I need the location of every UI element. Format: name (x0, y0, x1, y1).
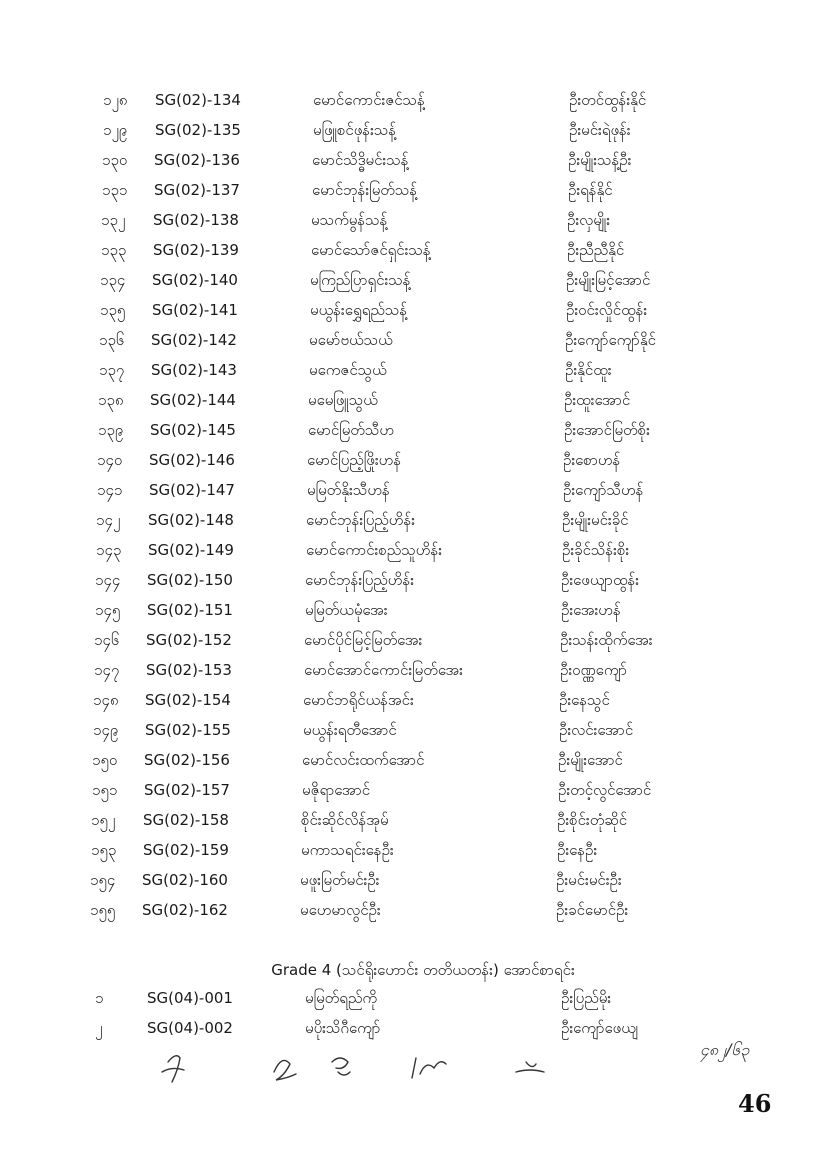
father-name: ဦးမင်းမင်းဦး (556, 871, 622, 889)
candidate-id: SG(02)-148 (148, 511, 234, 529)
candidate-id: SG(02)-160 (142, 871, 228, 889)
candidate-id: SG(02)-146 (149, 451, 235, 469)
candidate-name: မယွန်းရွှေရည်သန့် (310, 301, 408, 319)
candidate-id: SG(02)-139 (153, 241, 239, 259)
candidate-name: မဟေမာလွင်ဦး (300, 901, 381, 919)
row-number: ၁ (95, 989, 104, 1007)
candidate-name: မောင်ပိုင်မြင့်မြတ်အေး (304, 631, 423, 649)
row-number: ၁၅၂ (91, 811, 116, 829)
initial-mark (516, 1062, 544, 1072)
row-number: ၁၄၁ (97, 481, 123, 499)
row-number: ၁၅၄ (90, 871, 116, 889)
handwritten-note: ၄၈၂/၆၃ (700, 1040, 750, 1059)
row-number: ၁၄၇ (94, 661, 120, 679)
row-number: ၁၃၃ (101, 241, 127, 259)
row-number: ၁၅၃ (91, 841, 117, 859)
candidate-name: မပိုးသိဂီကျော် (305, 1019, 381, 1037)
father-name: ဦးနေသွင် (559, 691, 610, 709)
candidate-name: မောင်ကောင်းဇင်သန့် (313, 91, 425, 109)
row-number: ၁၅၀ (92, 751, 118, 769)
father-name: ဦးထူးအောင် (564, 391, 631, 409)
row-number: ၁၃၆ (99, 331, 125, 349)
candidate-id: SG(02)-137 (154, 181, 240, 199)
candidate-name: မယွန်းရတီအောင် (303, 721, 397, 739)
section-title: Grade 4 (သင်ရိုးဟောင်း တတိယတန်း) အောင်စာရင်း (271, 961, 575, 979)
row-number: ၁၃၅ (100, 301, 126, 319)
candidate-name: မဖူးမြတ်မင်းဦး (300, 871, 380, 889)
candidate-name: မောင်ဘုန်းပြည့်ဟိန်း (305, 571, 415, 589)
candidate-id: SG(02)-147 (149, 481, 235, 499)
page-number: 46 (738, 1089, 772, 1118)
candidate-id: SG(02)-156 (144, 751, 230, 769)
father-name: ဦးအောင်မြတ်စိုး (564, 421, 650, 439)
grade4-heading (0, 957, 826, 983)
row-number: ၁၃၄ (100, 271, 126, 289)
candidate-name: မမြတ်နိုးသီဟန် (307, 481, 390, 499)
initial-mark (332, 1058, 350, 1075)
candidate-id: SG(02)-159 (143, 841, 229, 859)
father-name: ဦးမျိုးသန့်ဦး (568, 151, 632, 169)
father-name: ဦးမျိုးမြင့်အောင် (566, 271, 651, 289)
father-name: ဦးနိုင်ထူး (565, 361, 612, 379)
row-number: ၁၃၁ (102, 181, 128, 199)
candidate-name: မမြတ်ယမုံအေး (305, 601, 388, 619)
father-name: ဦးဝင်းလှိုင်ထွန်း (566, 301, 648, 319)
signature-initials (150, 1042, 570, 1092)
row-number: ၁၂၉ (103, 121, 128, 139)
father-name: ဦးမင်းရဲဖုန်း (569, 121, 631, 139)
candidate-id: SG(02)-150 (147, 571, 233, 589)
father-name: ဦးတင်ထွန်းနိုင် (569, 91, 647, 109)
row-number: ၁၄၉ (93, 721, 119, 739)
candidate-name: မကြည်ပြာရှင်းသန့် (310, 271, 411, 289)
initial-mark (162, 1056, 184, 1082)
father-name: ဦးလှမျိုး (567, 211, 611, 229)
candidate-name: မောင်သိဒ္ဓိမင်းသန့် (312, 151, 409, 169)
candidate-name: မကေဇင်သွယ် (309, 361, 387, 379)
father-name: ဦးသန်းထိုက်အေး (560, 631, 653, 649)
candidate-id: SG(02)-142 (151, 331, 237, 349)
father-name: ဦးအေးဟန် (561, 601, 621, 619)
father-name: ဦးကျော်သီဟန် (563, 481, 644, 499)
candidate-id: SG(02)-138 (153, 211, 239, 229)
row-number: ၁၅၁ (92, 781, 118, 799)
candidate-id: SG(02)-136 (154, 151, 240, 169)
candidate-id: SG(02)-154 (145, 691, 231, 709)
candidate-id: SG(02)-135 (155, 121, 241, 139)
father-name: ဦးနေဦး (557, 841, 598, 859)
row-number: ၁၅၅ (90, 901, 116, 919)
father-name: ဦးလင်းအောင် (559, 721, 634, 739)
row-number: ၁၄၄ (95, 571, 121, 589)
row-number: ၁၄၀ (97, 451, 123, 469)
row-number: ၁၃၂ (101, 211, 126, 229)
candidate-name: မဖြူစင်ဖုန်းသန့် (313, 121, 397, 139)
candidate-id: SG(02)-152 (146, 631, 232, 649)
father-name: ဦးမျိုးအောင် (558, 751, 623, 769)
initial-mark (412, 1058, 446, 1078)
candidate-name: မောင်ဘုန်းမြတ်သန့် (312, 181, 418, 199)
candidate-name: မောင်ဘုန်းပြည့်ဟိန်း (306, 511, 416, 529)
candidate-name: မမေဖြူသွယ် (308, 391, 378, 409)
row-number: ၁၄၅ (95, 601, 121, 619)
candidate-name: မဇိုရာအောင် (302, 781, 371, 799)
candidate-name: စိုင်းဆိုင်လိန်အုမ် (301, 811, 389, 829)
initial-mark (274, 1060, 296, 1080)
candidate-id: SG(02)-134 (155, 91, 241, 109)
candidate-name: မောင်မြတ်သီဟ (308, 421, 395, 439)
candidate-name: မမြတ်ရည်ကို (305, 989, 378, 1007)
row-number: ၁၂၈ (103, 91, 128, 109)
row-number: ၁၃၈ (98, 391, 124, 409)
father-name: ဦးညီညီနိုင် (567, 241, 625, 259)
father-name: ဦးတင့်လွင်အောင် (558, 781, 652, 799)
candidate-name: မသက်မွန်သန့် (311, 211, 388, 229)
candidate-id: SG(02)-141 (152, 301, 238, 319)
row-number: ၁၄၂ (96, 511, 121, 529)
candidate-name: မောင်ပြည့်ဖြိုးဟန် (307, 451, 402, 469)
candidate-id: SG(02)-144 (150, 391, 236, 409)
row-number: ၁၃၀ (102, 151, 128, 169)
row-number: ၁၄၈ (93, 691, 119, 709)
row-number: ၁၃၇ (99, 361, 125, 379)
candidate-id: SG(02)-140 (152, 271, 238, 289)
father-name: ဦးခင်မောင်ဦး (556, 901, 629, 919)
candidate-id: SG(02)-145 (150, 421, 236, 439)
candidate-id: SG(02)-155 (145, 721, 231, 739)
candidate-name: မောင်သော်ဇင်ရှင်းသန့် (311, 241, 431, 259)
father-name: ဦးကျော်ကျော်နိုင် (565, 331, 656, 349)
row-number: ၁၃၉ (98, 421, 124, 439)
row-number: ၁၄၃ (96, 541, 122, 559)
father-name: ဦးခိုင်သိန်းစိုး (562, 541, 630, 559)
father-name: ဦးစောဟန် (563, 451, 621, 469)
row-number: ၂ (95, 1019, 103, 1037)
father-name: ဦးရန်နိုင် (568, 181, 613, 199)
candidate-id: SG(02)-157 (144, 781, 230, 799)
father-name: ဦးဝဏ္ဏကျော် (560, 661, 628, 679)
candidate-name: မောင်ကောင်းစည်သူဟိန်း (306, 541, 443, 559)
row-number: ၁၄၆ (94, 631, 120, 649)
candidate-id: SG(04)-002 (147, 1019, 233, 1037)
candidate-id: SG(04)-001 (147, 989, 233, 1007)
father-name: ဦးကျော်ဖေယျ (561, 1019, 639, 1037)
candidate-id: SG(02)-151 (147, 601, 233, 619)
father-name: ဦးပြည်မိုး (561, 989, 612, 1007)
candidate-id: SG(02)-143 (151, 361, 237, 379)
candidate-id: SG(02)-162 (142, 901, 228, 919)
candidate-name: မမော်ဗယ်သယ် (309, 331, 393, 349)
candidate-name: မောင်အောင်ကောင်းမြတ်အေး (304, 661, 463, 679)
candidate-name: မကာသရင်းနေဦး (301, 841, 394, 859)
father-name: ဦးမျိုးမင်းခိုင် (562, 511, 629, 529)
candidate-id: SG(02)-158 (143, 811, 229, 829)
father-name: ဦးဖေယျာထွန်း (561, 571, 640, 589)
father-name: ဦးစိုင်းတုံဆိုင် (557, 811, 628, 829)
candidate-id: SG(02)-149 (148, 541, 234, 559)
candidate-name: မောင်ဘရိုင်ယန်အင်း (303, 691, 414, 709)
candidate-name: မောင်လင်းထက်အောင် (302, 751, 425, 769)
candidate-id: SG(02)-153 (146, 661, 232, 679)
